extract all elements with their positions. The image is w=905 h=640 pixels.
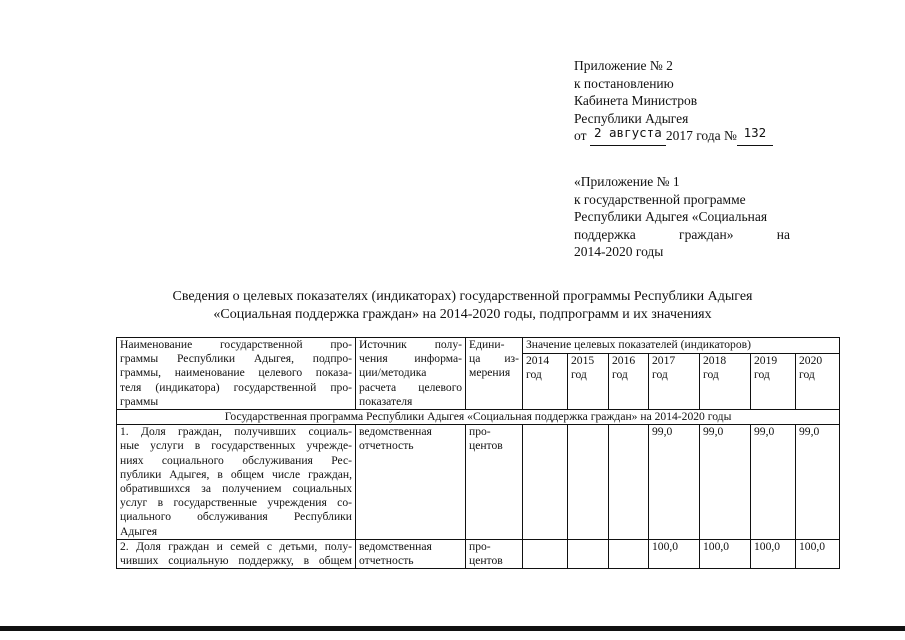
- header-source-line: чения информа-: [359, 352, 462, 366]
- value-cell: [609, 539, 649, 568]
- row-name-cell: [117, 539, 356, 568]
- approval-date-line: [574, 127, 804, 146]
- year-cell: [796, 354, 840, 410]
- year-label: 2017: [652, 354, 676, 368]
- value-cell: 99,0: [700, 425, 751, 540]
- header-name-line: граммы Республики Адыгея, подпро-: [120, 352, 352, 366]
- header-name-line: граммы, наименование целевого показа-: [120, 366, 352, 380]
- appendix-word: на: [776, 226, 790, 242]
- value-cell: [568, 425, 609, 540]
- header-values-title: Значение целевых показателей (индикаторов): [523, 338, 840, 354]
- row-source-cell: [356, 539, 466, 568]
- value-cell: 100,0: [751, 539, 796, 568]
- appendix-line-5: 2014-2020 годы: [574, 244, 664, 260]
- approval-number-field: [737, 127, 773, 146]
- header-name-cell: [117, 338, 356, 410]
- value-cell: 100,0: [796, 539, 840, 568]
- row-unit-cell: [466, 425, 523, 540]
- year-cell: [700, 354, 751, 410]
- appendix-line-2: к государственной программе: [574, 191, 746, 207]
- approval-line-2: к постановлению: [574, 75, 674, 91]
- year-cell: [649, 354, 700, 410]
- header-unit-line: мерения: [469, 366, 511, 380]
- year-label: 2020: [799, 354, 823, 368]
- row-name-line: 2. Доля граждан и семей с детьми, полу-: [120, 539, 352, 553]
- year-cell: [609, 354, 649, 410]
- indicators-table: [116, 337, 840, 569]
- value-cell: 99,0: [649, 425, 700, 540]
- title-line-1: Сведения о целевых показателях (индикаторах) государственной программы Республики Адыгея: [172, 289, 753, 304]
- value-cell: [523, 539, 568, 568]
- value-cell: 100,0: [649, 539, 700, 568]
- value-cell: [523, 425, 568, 540]
- row-source-line: отчетность: [359, 439, 414, 453]
- row-name-line: ниях социального обслуживания Рес-: [120, 453, 352, 467]
- year-word: год: [703, 368, 719, 382]
- appendix-block: [574, 173, 790, 261]
- approval-date-field: [590, 127, 666, 146]
- header-source-cell: [356, 338, 466, 410]
- header-unit-cell: [466, 338, 523, 410]
- header-source-line: ции/методика: [359, 366, 427, 380]
- year-word: год: [754, 368, 770, 382]
- header-unit-line: ца из-: [469, 352, 519, 366]
- row-unit-cell: [466, 539, 523, 568]
- row-name-line: публики Адыгея, в общем числе граждан,: [120, 467, 352, 481]
- approval-year-text: 2017 года №: [665, 128, 737, 144]
- row-unit-line: про-: [469, 425, 491, 439]
- header-source-line: Источник полу-: [359, 338, 462, 351]
- year-word: год: [652, 368, 668, 382]
- row-name-line: обратившихся за получением социальных: [120, 482, 352, 496]
- title-line-2: «Социальная поддержка граждан» на 2014-2020 годы, подпрограмм и их значениях: [213, 306, 712, 322]
- value-cell: [609, 425, 649, 540]
- value-cell: 99,0: [751, 425, 796, 540]
- row-name-line: 1. Доля граждан, получивших социаль-: [120, 425, 352, 439]
- approval-line-3: Кабинета Министров: [574, 93, 698, 109]
- handwritten-number: 132: [743, 125, 767, 141]
- appendix-line-1: «Приложение № 1: [574, 174, 680, 189]
- year-label: 2015: [571, 354, 595, 368]
- header-name-line: теля (индикатора) государственной про-: [120, 380, 352, 394]
- header-source-line: показателя: [359, 394, 413, 408]
- row-name-cell: [117, 425, 356, 540]
- scan-edge-line: [0, 626, 905, 631]
- document-title: [110, 288, 815, 323]
- row-source-cell: [356, 425, 466, 540]
- program-row-cell: Государственная программа Республики Адыгея «Социальная поддержка граждан» на 2014-2020 годы: [117, 410, 840, 425]
- year-word: год: [526, 368, 542, 382]
- appendix-word: поддержка: [574, 226, 636, 242]
- value-cell: 100,0: [700, 539, 751, 568]
- appendix-line-3: Республики Адыгея «Социальная: [574, 209, 768, 225]
- row-name-line: ные услуги в государственных учрежде-: [120, 439, 352, 453]
- header-source-line: расчета целевого: [359, 380, 462, 394]
- program-row: [117, 410, 840, 425]
- year-label: 2019: [754, 354, 778, 368]
- row-unit-line: центов: [469, 554, 503, 568]
- table-header-row: [117, 338, 840, 354]
- appendix-line-4: [574, 226, 790, 244]
- year-cell: [751, 354, 796, 410]
- row-source-line: ведомственная: [359, 425, 432, 439]
- header-unit-line: Едини-: [469, 338, 505, 351]
- year-label: 2016: [612, 354, 636, 368]
- header-name-line: Наименование государственной про-: [120, 338, 352, 351]
- approval-line-4: Республики Адыгея: [574, 110, 689, 126]
- appendix-word: граждан»: [679, 226, 734, 242]
- year-word: год: [612, 368, 628, 382]
- year-cell: [523, 354, 568, 410]
- year-cell: [568, 354, 609, 410]
- approval-line-1: Приложение № 2: [574, 58, 673, 73]
- approval-block: [574, 57, 804, 146]
- row-unit-line: центов: [469, 439, 503, 453]
- header-name-line: граммы: [120, 394, 159, 408]
- row-source-line: отчетность: [359, 554, 414, 568]
- row-name-line: циального обслуживания Республики: [120, 510, 352, 524]
- handwritten-date: 2 августа: [593, 125, 662, 141]
- row-name-line: чивших социальную поддержку, в общем: [120, 554, 352, 568]
- year-label: 2014: [526, 354, 550, 368]
- value-cell: [568, 539, 609, 568]
- row-unit-line: про-: [469, 539, 491, 553]
- year-word: год: [571, 368, 587, 382]
- row-source-line: ведомственная: [359, 539, 432, 553]
- year-label: 2018: [703, 354, 727, 368]
- year-word: год: [799, 368, 815, 382]
- row-name-line: услуг в государственные учреждения со-: [120, 496, 352, 510]
- table-row: [117, 539, 840, 568]
- value-cell: 99,0: [796, 425, 840, 540]
- row-name-line: Адыгея: [120, 524, 158, 538]
- table-row: [117, 425, 840, 540]
- approval-from-prefix: от: [574, 128, 587, 144]
